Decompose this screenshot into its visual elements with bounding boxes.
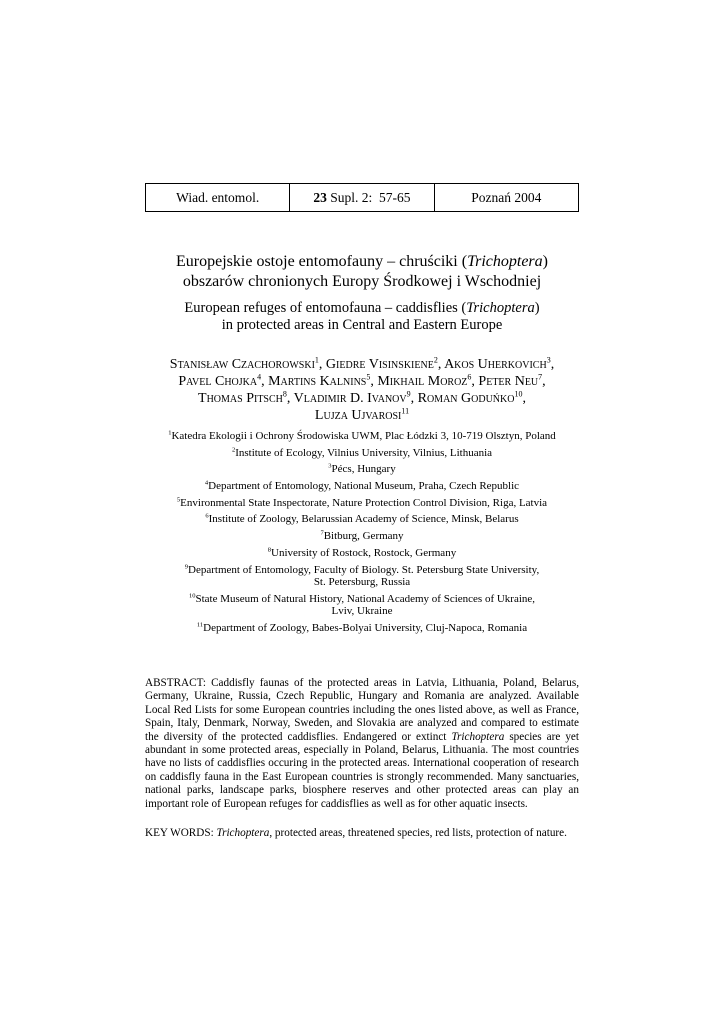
title-polish <box>100 252 624 292</box>
affiliation: $^8$University of Rostock, Rostock, Germany <box>267 546 457 559</box>
journal-name: Wiad. entomol. <box>146 184 290 211</box>
title-english <box>100 300 624 334</box>
title-english-line2: in protected areas in Central and Eastern Europe <box>221 317 503 333</box>
author: Lujza Ujvarosi$^{11}$ <box>314 406 410 423</box>
author: Vladimir D. Ivanov$^9$ <box>293 389 411 406</box>
affiliation: $^9$Department of Entomology, Faculty of Biology. St. Petersburg State University, St. Petersburg, Russia <box>184 562 540 588</box>
volume-pages <box>290 184 434 211</box>
author: Roman Goduńko$^{10}$ <box>417 389 523 406</box>
affiliation: $^4$Department of Entomology, National Museum, Praha, Czech Republic <box>204 479 520 493</box>
author: Giedre Visinskiene$^2$ <box>325 355 438 372</box>
affiliation: $^{10}$State Museum of Natural History, National Academy of Sciences of Ukraine, Lviv, Ukraine <box>188 592 536 618</box>
affiliation-list <box>120 430 604 639</box>
author-list: Stanisław Czachorowski$^1$, Giedre Visinskiene$^2$, Akos Uherkovich$^3$, Pavel Chojka$^4$, Martins Kalnins$^5$, Mikhail Moroz$^6$, Peter Neu$^7$, Thomas Pitsch$^8$, Vladimir D. Ivanov$^9$, Roman Goduńko$^{10}$, Lujza Ujvarosi$^{11}$ <box>169 355 555 423</box>
author: Pavel Chojka$^4$ <box>178 372 262 389</box>
author: Martins Kalnins$^5$ <box>268 372 371 389</box>
keywords: KEY WORDS: Trichoptera, protected areas, threatened species, red lists, protection of nature. <box>145 827 567 839</box>
supplement-pages: Supl. 2: 57-65 <box>326 189 411 205</box>
author: Peter Neu$^7$ <box>478 372 543 389</box>
author: Thomas Pitsch$^8$ <box>198 389 287 406</box>
title-polish-line1: Europejskie ostoje entomofauny – chruściki (Trichoptera) <box>176 253 548 270</box>
title-polish-line2: obszarów chronionych Europy Środkowej i Wschodniej <box>182 273 542 290</box>
author: Mikhail Moroz$^6$ <box>377 372 472 389</box>
affiliation: $^7$Bitburg, Germany <box>320 529 404 543</box>
affiliation: $^5$Environmental State Inspectorate, Nature Protection Control Division, Riga, Latvia <box>176 496 548 509</box>
affiliation: $^3$Pécs, Hungary <box>328 462 396 476</box>
author: Akos Uherkovich$^3$ <box>444 355 551 372</box>
journal-header <box>145 183 579 212</box>
affiliation: $^2$Institute of Ecology, Vilnius University, Vilnius, Lithuania <box>231 446 493 459</box>
affiliation: $^1$Katedra Ekologii i Ochrony Środowiska UWM, Plac Łódzki 3, 10-719 Olsztyn, Poland <box>168 429 556 442</box>
keyword-trichoptera: Trichoptera <box>216 827 270 839</box>
volume-number: 23 <box>313 189 327 205</box>
keywords-label: KEY WORDS: <box>145 827 217 839</box>
author: Stanisław Czachorowski$^1$ <box>169 355 319 372</box>
place-year: Poznań 2004 <box>471 189 542 205</box>
affiliation: $^6$Institute of Zoology, Belarussian Academy of Science, Minsk, Belarus <box>205 512 519 526</box>
abstract: ABSTRACT: Caddisfly faunas of the protected areas in Latvia, Lithuania, Poland, Belarus, Germany, Ukraine, Russia, Czech Republic, Hungary and Romania are analyzed. Available Local Red Lists for some European countries including the ones listed above, as well as France, Spain, Italy, Denmark, Norway, Sweden, and Slovakia are analyzed and compared to estimate the diversity of the protected caddisflies. Endangered or extinct Trichoptera species are yet abundant in some protected areas, especially in Poland, Belarus, Lithuania. The most countries have no lists of caddisflies occuring in the protected areas. International cooperation of research on caddisfly fauna in the East European countries is strongly recommended. Many sanctuaries, national parks, landscape parks, biosphere reserves and other protected areas can play an important role of European refuges for caddisflies as well as for other aquatic insects. <box>145 677 579 810</box>
affiliation: $^{11}$Department of Zoology, Babes-Bolyai University, Cluj-Napoca, Romania <box>196 621 528 634</box>
title-english-line1: European refuges of entomofauna – caddisflies (Trichoptera) <box>184 300 540 316</box>
